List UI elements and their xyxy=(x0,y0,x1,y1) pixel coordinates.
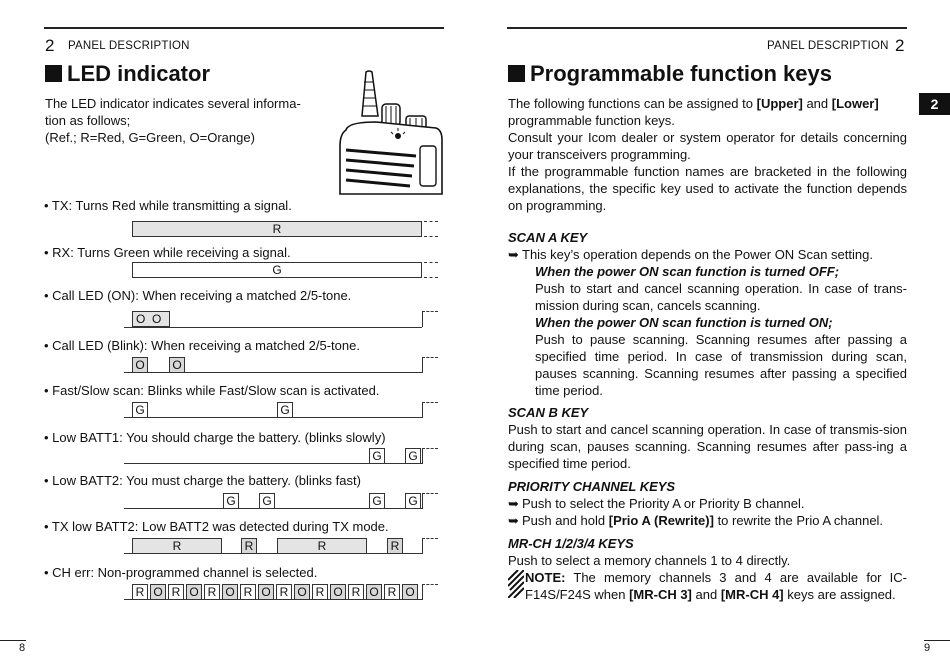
led-cell: R xyxy=(384,584,400,600)
led-cell: O xyxy=(366,584,382,600)
left-header-rule xyxy=(44,27,444,29)
led-cell: R xyxy=(132,584,148,600)
arrow-right-icon: ➥ xyxy=(508,513,519,528)
right-page-number: 9 xyxy=(924,642,931,654)
led-cell: O xyxy=(402,584,418,600)
led-item-txlowbatt-label: • TX low BATT2: Low BATT2 was detected during TX mode. xyxy=(44,519,389,534)
pattern-continuation-dash xyxy=(424,221,438,222)
arrow-right-icon: ➥ xyxy=(508,496,519,511)
led-pattern-call-on-bar xyxy=(132,311,170,327)
right-chapter-number: 2 xyxy=(895,36,905,55)
right-header-rule xyxy=(507,27,907,29)
led-cell: G xyxy=(259,493,275,509)
led-cell: O xyxy=(294,584,310,600)
mrch-heading: MR-CH 1/2/3/4 KEYS xyxy=(508,536,634,551)
arrow-right-icon: ➥ xyxy=(508,247,519,262)
pattern-continuation-dash xyxy=(424,277,438,278)
led-item-tx-label: • TX: Turns Red while transmitting a signal. xyxy=(44,198,292,213)
led-cell: R xyxy=(276,584,292,600)
led-pattern-tx-bar: R xyxy=(132,221,422,237)
led-cell: R xyxy=(204,584,220,600)
pattern-continuation-tail xyxy=(422,311,438,327)
scan-a-heading: SCAN A KEY xyxy=(508,230,588,245)
mrch-text: Push to select a memory channels 1 to 4 directly. xyxy=(508,553,791,568)
square-bullet-icon xyxy=(45,65,62,82)
left-page-number: 8 xyxy=(19,642,26,654)
led-pattern-rx-bar: G xyxy=(132,262,422,278)
left-footer-rule xyxy=(0,640,26,641)
scan-b-text: Push to start and cancel scanning operation. In case of transmis-sion during scan, pauses scanning. Scanning resumes after pass-ing a specified time period. xyxy=(508,422,907,471)
right-header-title: PANEL DESCRIPTION xyxy=(767,40,889,52)
led-item-call-blink-label: • Call LED (Blink): When receiving a matched 2/5-tone. xyxy=(44,338,360,353)
pattern-continuation-tail xyxy=(422,584,438,600)
led-item-call-on-label: • Call LED (ON): When receiving a matched 2/5-tone. xyxy=(44,288,352,303)
scan-a-on-heading: When the power ON scan function is turned ON; xyxy=(535,315,833,330)
led-cell: R xyxy=(387,538,403,554)
priority-bullet-1: ➥ Push to select the Priority A or Priority B channel. xyxy=(508,496,805,511)
pattern-continuation-tail xyxy=(422,357,438,373)
led-code: O xyxy=(152,312,162,326)
led-item-lowbatt1-label: • Low BATT1: You should charge the battery. (blinks slowly) xyxy=(44,430,386,445)
led-cell: O xyxy=(222,584,238,600)
led-cell: O xyxy=(258,584,274,600)
led-code: O xyxy=(136,312,146,326)
pattern-continuation-tail xyxy=(422,402,438,418)
led-cell: G xyxy=(277,402,293,418)
led-cell: G xyxy=(132,402,148,418)
pattern-baseline xyxy=(124,327,422,328)
pattern-continuation-dash xyxy=(424,236,438,237)
led-item-rx-label: • RX: Turns Green while receiving a signal. xyxy=(44,245,291,260)
pattern-baseline xyxy=(124,417,422,418)
pattern-continuation-tail xyxy=(422,448,438,464)
led-cell: G xyxy=(405,448,421,464)
square-bullet-icon xyxy=(508,65,525,82)
led-cell: R xyxy=(240,584,256,600)
led-item-scan-label: • Fast/Slow scan: Blinks while Fast/Slow scan is activated. xyxy=(44,383,380,398)
scan-a-off-heading: When the power ON scan function is turned OFF; xyxy=(535,264,840,279)
pattern-continuation-tail xyxy=(422,538,438,554)
left-header-title: PANEL DESCRIPTION xyxy=(68,40,190,52)
led-cell: R xyxy=(348,584,364,600)
note-icon xyxy=(508,570,524,598)
pattern-continuation-tail xyxy=(422,493,438,509)
led-item-cherr-label: • CH err: Non-programmed channel is selected. xyxy=(44,565,318,580)
led-pattern-txlow-bar: R xyxy=(277,538,367,554)
led-cell: O xyxy=(169,357,185,373)
led-pattern-txlow-bar: R xyxy=(132,538,222,554)
pattern-continuation-dash xyxy=(424,262,438,263)
led-cell: O xyxy=(150,584,166,600)
priority-heading: PRIORITY CHANNEL KEYS xyxy=(508,479,676,494)
led-cell: G xyxy=(369,448,385,464)
scan-a-on-text: Push to pause scanning. Scanning resumes after passing a specified time period. In case of transmission during scan, pauses scanning. Scanning resumes after passing a specified time period. xyxy=(535,332,907,398)
led-cell: R xyxy=(241,538,257,554)
mrch-note: NOTE: The memory channels 3 and 4 are available for IC-F14S/F24S when [MR-CH 3] and [MR-CH 4] keys are assigned. xyxy=(525,570,907,602)
left-chapter-number: 2 xyxy=(45,36,55,55)
led-cell: G xyxy=(405,493,421,509)
led-cell: O xyxy=(132,357,148,373)
led-cell: R xyxy=(168,584,184,600)
transceiver-illustration xyxy=(336,70,446,196)
led-item-lowbatt2-label: • Low BATT2: You must charge the battery. (blinks fast) xyxy=(44,473,361,488)
led-intro: The LED indicator indicates several informa- tion as follows; (Ref.; R=Red, G=Green, O=Orange) xyxy=(45,96,301,145)
right-footer-rule xyxy=(924,640,950,641)
pfk-intro: The following functions can be assigned to [Upper] and [Lower] programmable function keys. Consult your Icom dealer or system operator for details concerning your transceivers programming. If the programmable function names are bracketed in the following explanations, the specific key used to activate the function depends on programming. xyxy=(508,96,907,213)
led-cell: O xyxy=(186,584,202,600)
led-cell: G xyxy=(369,493,385,509)
led-cell: G xyxy=(223,493,239,509)
led-cell: R xyxy=(312,584,328,600)
pfk-section-title: Programmable function keys xyxy=(508,61,832,87)
led-cell: O xyxy=(330,584,346,600)
led-section-title: LED indicator xyxy=(45,61,210,87)
chapter-tab: 2 xyxy=(919,93,950,115)
scan-a-off-text: Push to start and cancel scanning operation. In case of trans-mission during scan, cancels scanning. xyxy=(535,281,907,313)
priority-bullet-2: ➥ Push and hold [Prio A (Rewrite)] to rewrite the Prio A channel. xyxy=(508,513,884,528)
scan-a-bullet: ➥ This key’s operation depends on the Power ON Scan setting. xyxy=(508,247,873,262)
scan-b-heading: SCAN B KEY xyxy=(508,405,589,420)
